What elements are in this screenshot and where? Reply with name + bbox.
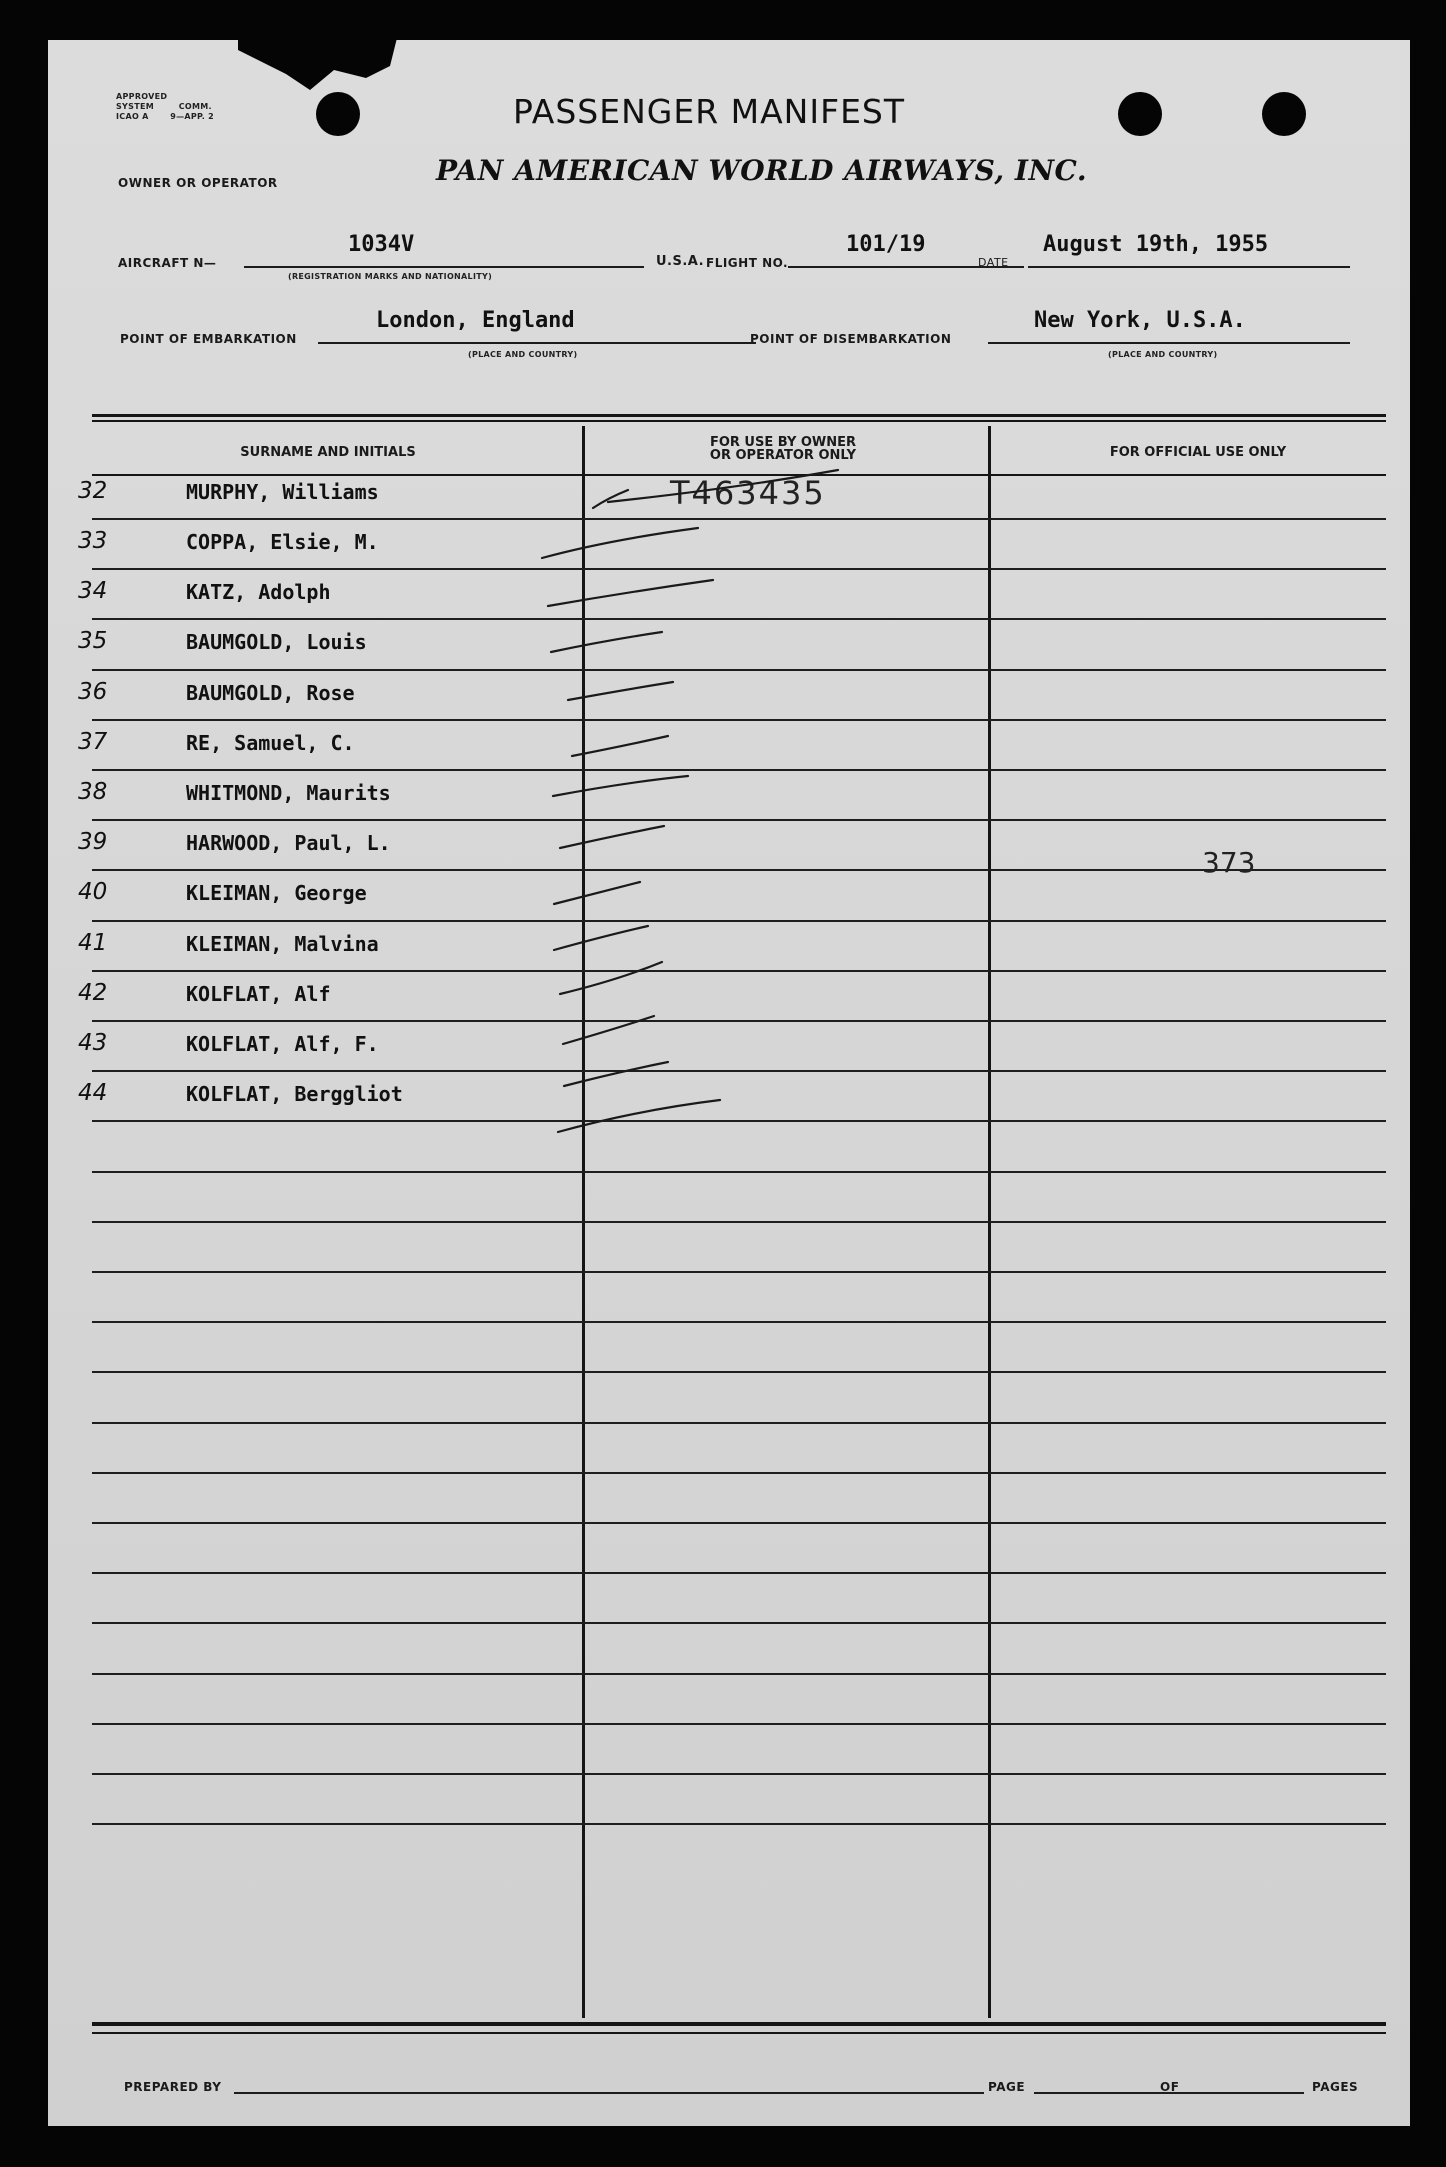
- disembark-value: New York, U.S.A.: [1034, 308, 1246, 333]
- prepared-label: PREPARED BY: [124, 2080, 222, 2094]
- aircraft-value: 1034V: [348, 232, 415, 257]
- airline-name: PAN AMERICAN WORLD AIRWAYS, INC.: [436, 154, 1088, 187]
- approval-line: APPROVED: [116, 92, 168, 101]
- passenger-name: HARWOOD, Paul, L.: [186, 831, 391, 855]
- flight-value: 101/19: [846, 232, 926, 257]
- col-owner-header-line: OR OPERATOR ONLY: [709, 448, 857, 463]
- passenger-name: RE, Samuel, C.: [186, 731, 355, 755]
- usa-label: U.S.A.: [656, 254, 705, 269]
- page-label: PAGE: [988, 2080, 1026, 2094]
- passenger-name: KLEIMAN, George: [186, 881, 367, 905]
- row-number: 35: [78, 628, 108, 654]
- date-value: August 19th, 1955: [1043, 232, 1269, 257]
- row-number: 40: [78, 879, 108, 905]
- passenger-name: KOLFLAT, Alf: [186, 982, 331, 1006]
- owner-label: OWNER OR OPERATOR: [118, 176, 278, 190]
- passenger-name: KOLFLAT, Berggliot: [186, 1082, 403, 1106]
- embark-label: POINT OF EMBARKATION: [120, 332, 297, 346]
- passenger-name: KLEIMAN, Malvina: [186, 932, 379, 956]
- row-number: 36: [78, 679, 108, 705]
- row-number: 41: [78, 930, 108, 956]
- passenger-name: KOLFLAT, Alf, F.: [186, 1032, 379, 1056]
- embark-place-note: (PLACE AND COUNTRY): [468, 350, 578, 359]
- row-number: 42: [78, 980, 108, 1006]
- flight-label: FLIGHT NO.: [706, 256, 789, 270]
- row-number: 32: [78, 478, 108, 504]
- col-owner-header-line: FOR USE BY OWNER: [709, 435, 857, 450]
- registration-note: (REGISTRATION MARKS AND NATIONALITY): [288, 272, 493, 281]
- row-number: 34: [78, 578, 108, 604]
- embark-value: London, England: [376, 308, 575, 333]
- passenger-name: COPPA, Elsie, M.: [186, 530, 379, 554]
- approval-line: SYSTEM COMM.: [116, 102, 212, 111]
- table-bottom-rule-2: [92, 2032, 1386, 2034]
- aircraft-label: AIRCRAFT N—: [118, 256, 217, 270]
- approval-line: ICAO A 9—APP. 2: [116, 112, 215, 121]
- row-number: 38: [78, 779, 108, 805]
- pages-label: PAGES: [1312, 2080, 1359, 2094]
- passenger-name: BAUMGOLD, Rose: [186, 681, 355, 705]
- col-surname-header: SURNAME AND INITIALS: [240, 445, 416, 460]
- passenger-name: WHITMOND, Maurits: [186, 781, 391, 805]
- row-number: 33: [78, 528, 108, 554]
- passenger-name: BAUMGOLD, Louis: [186, 630, 367, 654]
- passenger-name: KATZ, Adolph: [186, 580, 331, 604]
- row-number: 39: [78, 829, 108, 855]
- of-label: OF: [1160, 2080, 1180, 2094]
- row-number: 43: [78, 1030, 108, 1056]
- prepared-underline: [234, 2092, 984, 2094]
- disembark-label: POINT OF DISEMBARKATION: [750, 332, 952, 346]
- passenger-name: MURPHY, Williams: [186, 480, 379, 504]
- table-bottom-rule: [92, 2022, 1386, 2026]
- row-number: 44: [78, 1080, 108, 1106]
- row-number: 37: [78, 729, 108, 755]
- date-label: DATE: [978, 256, 1009, 269]
- official-number: 373: [1202, 846, 1256, 879]
- ticket-number: T463435: [670, 474, 826, 512]
- col-official-header: FOR OFFICIAL USE ONLY: [1109, 445, 1287, 460]
- of-underline: [1184, 2092, 1304, 2094]
- manifest-sheet: [48, 40, 1410, 2126]
- disembark-place-note: (PLACE AND COUNTRY): [1108, 350, 1218, 359]
- form-title: PASSENGER MANIFEST: [513, 92, 906, 131]
- tick-marks: [48, 40, 1410, 2126]
